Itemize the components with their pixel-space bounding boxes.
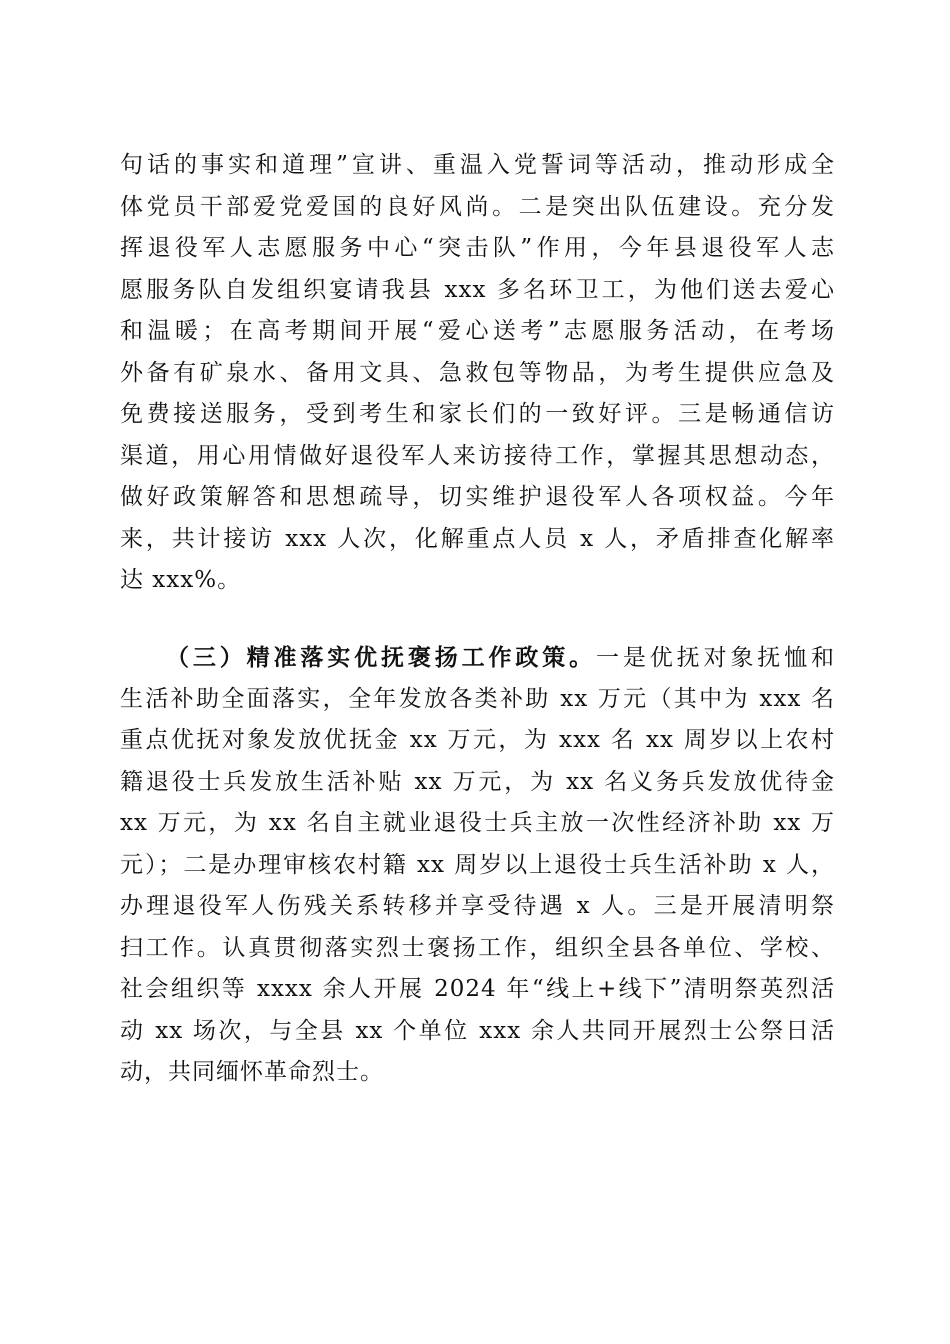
text-line: 愿服务队自发组织宴请我县 xxx 多名环卫工，为他们送去爱心: [120, 276, 835, 303]
text-line: 体党员干部爱党爱国的良好风尚。二是突出队伍建设。充分发: [120, 193, 835, 220]
text-line: 挥退役军人志愿服务中心“突击队”作用，今年县退役军人志: [120, 235, 835, 261]
text-line: 动 xx 场次，与全县 xx 个单位 xxx 余人共同开展烈士公祭日活: [120, 1017, 835, 1044]
text-line: 办理退役军人伤残关系转移并享受待遇 x 人。三是开展清明祭: [120, 893, 835, 919]
text-line: 免费接送服务，受到考生和家长们的一致好评。三是畅通信访: [120, 401, 835, 427]
paragraph-volunteer-service: [120, 145, 835, 602]
text-line: 外备有矿泉水、备用文具、急救包等物品，为考生提供应急及: [120, 359, 835, 386]
text-line: xx 万元，为 xx 名自主就业退役士兵主放一次性经济补助 xx 万: [120, 810, 835, 836]
text-line: 籍退役士兵发放生活补贴 xx 万元，为 xx 名义务兵发放优待金: [120, 768, 835, 795]
text-line: 生活补助全面落实，全年发放各类补助 xx 万元（其中为 xxx 名: [120, 685, 835, 712]
text-line: 句话的事实和道理”宣讲、重温入党誓词等活动，推动形成全: [120, 152, 835, 178]
paragraph-first-line: [120, 637, 835, 679]
section-heading: （三）精准落实优抚褒扬工作政策。: [166, 644, 596, 671]
paragraph-preferential-care: [120, 637, 835, 1094]
text-line: 重点优抚对象发放优抚金 xx 万元，为 xxx 名 xx 周岁以上农村: [120, 727, 835, 753]
text-line: 达 xxx%。: [120, 567, 242, 593]
text-line: 扫工作。认真贯彻落实烈士褒扬工作，组织全县各单位、学校、: [120, 934, 835, 961]
text-line: 动，共同缅怀革命烈士。: [120, 1059, 384, 1085]
text-line: 社会组织等 xxxx 余人开展 2024 年“线上+线下”清明祭英烈活: [120, 976, 835, 1002]
text-line: 做好政策解答和思想疏导，切实维护退役军人各项权益。今年: [120, 484, 835, 510]
text-line: 来，共计接访 xxx 人次，化解重点人员 x 人，矛盾排查化解率: [120, 525, 835, 552]
text-run: 一是优抚对象抚恤和: [596, 645, 835, 671]
text-line: 渠道，用心用情做好退役军人来访接待工作，掌握其思想动态，: [120, 442, 835, 469]
text-line: 和温暖；在高考期间开展“爱心送考”志愿服务活动，在考场: [120, 318, 835, 344]
text-line: 元）；二是办理审核农村籍 xx 周岁以上退役士兵生活补助 x 人，: [120, 851, 835, 878]
